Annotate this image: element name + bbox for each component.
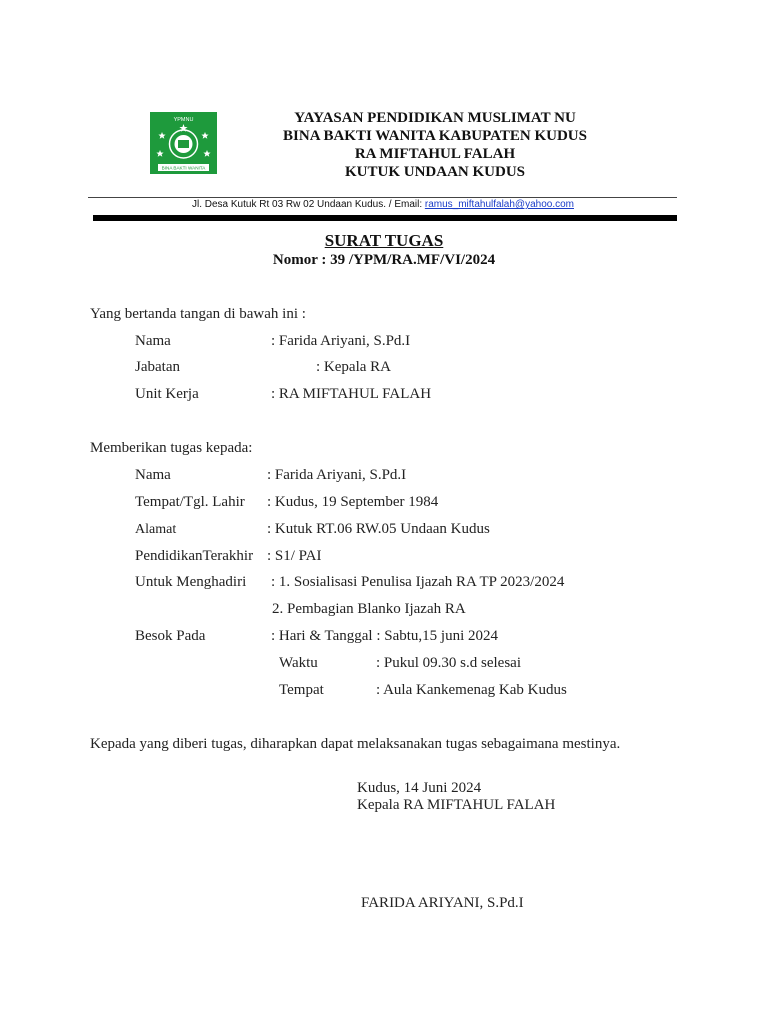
header-line-1: YAYASAN PENDIDIKAN MUSLIMAT NU [294,110,576,126]
assignee-waktu-label: Waktu [279,655,318,671]
header-line-3: RA MIFTAHUL FALAH [354,146,516,162]
closing-text: Kepada yang diberi tugas, diharapkan dapat melaksanakan tugas sebagaimana mestinya. [90,736,621,752]
assignee-pendidikan-label: PendidikanTerakhir [135,548,254,564]
address-text: Jl. Desa Kutuk Rt 03 Rw 02 Undaan Kudus. / Email: [191,199,425,210]
email-link[interactable]: ramus_miftahulfalah@yahoo.com [424,199,574,210]
signer-unit-label: Unit Kerja [135,386,199,402]
signer-unit-value: : RA MIFTAHUL FALAH [271,386,432,402]
header-line-2: BINA BAKTI WANITA KABUPATEN KUDUS [283,128,587,144]
assignee-waktu-value: : Pukul 09.30 s.d selesai [376,655,521,671]
assignee-besok-label: Besok Pada [135,628,206,644]
header-line-4: KUTUK UNDAAN KUDUS [344,164,525,180]
document-number: Nomor : 39 /YPM/RA.MF/VI/2024 [272,252,496,268]
ypmnu-logo [150,112,217,174]
assignee-alamat-label: Alamat [135,522,177,537]
assignee-ttl-value: : Kudus, 19 September 1984 [267,494,439,510]
header-divider-thin [88,197,677,198]
signature-position: Kepala RA MIFTAHUL FALAH [357,797,556,813]
assignee-ttl-label: Tempat/Tgl. Lahir [135,494,245,510]
header-divider-thick [93,215,677,221]
assignee-hadir-label: Untuk Menghadiri [135,574,247,590]
assignee-besok-value: : Hari & Tanggal : Sabtu,15 juni 2024 [271,628,498,644]
logo-text-top: YPMNU [173,117,194,123]
assignee-tempat-label: Tempat [279,682,324,698]
logo-text-bottom: BINA BAKTI WANITA [161,165,206,171]
signature-name: FARIDA ARIYANI, S.Pd.I [361,895,524,911]
signer-jabatan-label: Jabatan [135,359,180,375]
assignee-tempat-value: : Aula Kankemenag Kab Kudus [376,682,567,698]
signer-nama-value: : Farida Ariyani, S.Pd.I [271,333,411,349]
assignee-nama-value: : Farida Ariyani, S.Pd.I [267,467,407,483]
assignee-hadir-value-1: : 1. Sosialisasi Penulisa Ijazah RA TP 2023/2024 [271,574,565,590]
assign-intro-text: Memberikan tugas kepada: [90,440,253,456]
assignee-hadir-value-2: 2. Pembagian Blanko Ijazah RA [272,601,466,617]
address-line [88,199,678,210]
intro-text: Yang bertanda tangan di bawah ini : [90,306,306,322]
signature-place-date: Kudus, 14 Juni 2024 [357,780,482,796]
signer-nama-label: Nama [135,333,171,349]
assignee-nama-label: Nama [135,467,171,483]
document-title: SURAT TUGAS [324,231,444,250]
assignee-alamat-value: : Kutuk RT.06 RW.05 Undaan Kudus [267,521,490,537]
signer-jabatan-value: : Kepala RA [316,359,391,375]
assignee-pendidikan-value: : S1/ PAI [267,548,322,564]
